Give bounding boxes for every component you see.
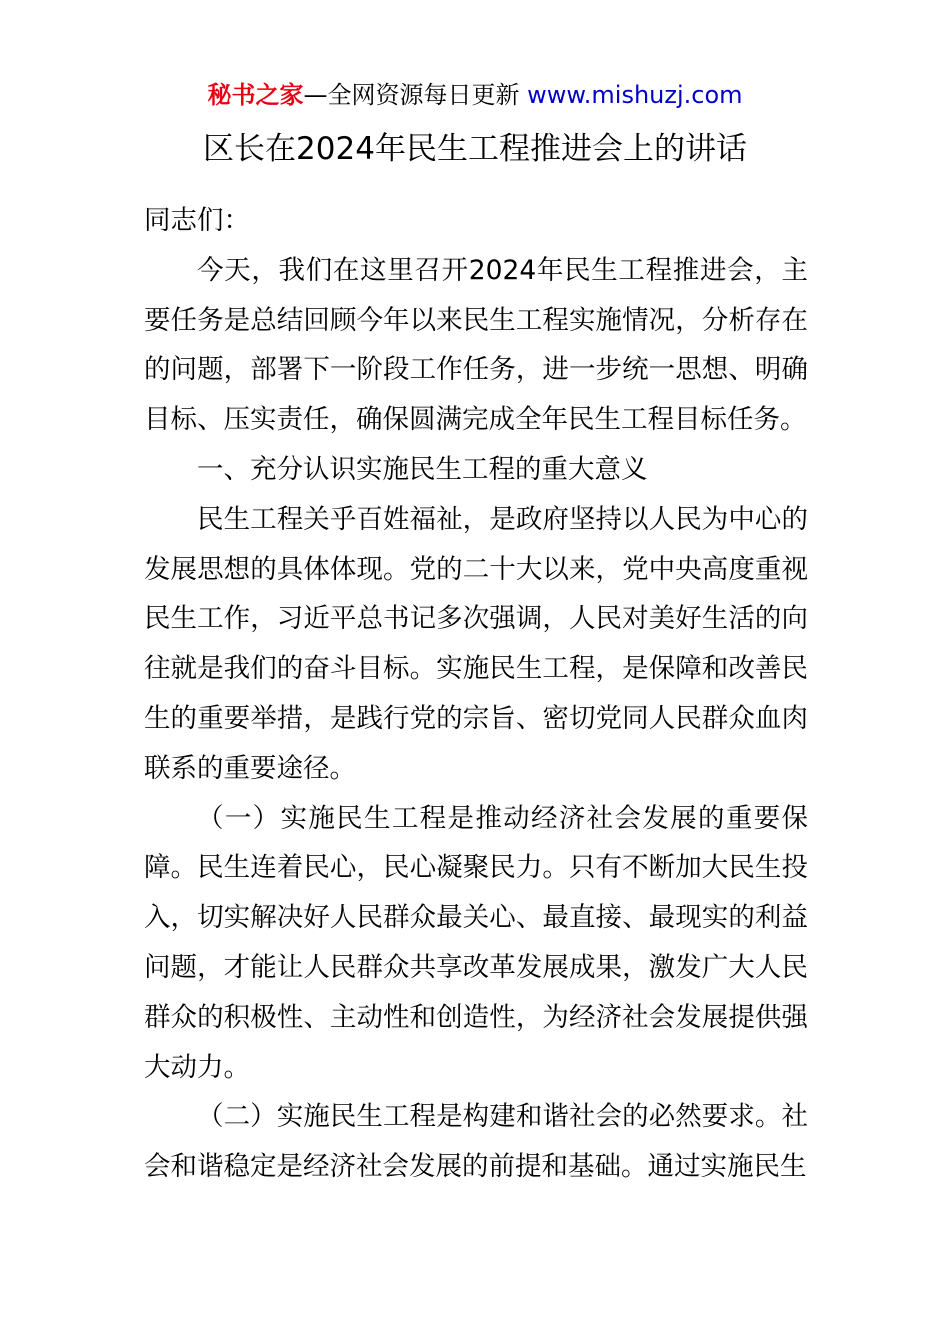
site-url-link[interactable]: www.mishuzj.com — [527, 81, 743, 109]
brand-name: 秘书之家 — [207, 81, 304, 109]
paragraph-intro: 今天，我们在这里召开2024年民生工程推进会，主要任务是总结回顾今年以来民生工程实施情况，分析存在的问题，部署下一阶段工作任务，进一步统一思想、明确目标、压实责任，确保圆满完成全年民生工程目标任务。 — [144, 254, 808, 436]
section-heading-1: 一、充分认识实施民生工程的重大意义 — [197, 453, 648, 485]
header-tagline: —全网资源每日更新 — [303, 81, 520, 109]
document-body — [144, 196, 808, 1192]
salutation: 同志们： — [144, 205, 250, 236]
paragraph-significance: 民生工程关乎百姓福祉，是政府坚持以人民为中心的发展思想的具体体现。党的二十大以来，党中央高度重视民生工作，习近平总书记多次强调，人民对美好生活的向往就是我们的奋斗目标。实施民生工程，是保障和改善民生的重要举措，是践行党的宗旨、密切党同人民群众血肉联系的重要途径。 — [144, 503, 808, 784]
paragraph-point-2: （二）实施民生工程是构建和谐社会的必然要求。社会和谐稳定是经济社会发展的前提和基础。通过实施民生 — [144, 1101, 808, 1183]
document-title: 区长在2024年民生工程推进会上的讲话 — [203, 131, 747, 167]
paragraph-point-1: （一）实施民生工程是推动经济社会发展的重要保障。民生连着民心，民心凝聚民力。只有不断加大民生投入，切实解决好人民群众最关心、最直接、最现实的利益问题，才能让人民群众共享改革发展成果，激发广大人民群众的积极性、主动性和创造性，为经济社会发展提供强大动力。 — [144, 802, 808, 1083]
site-header — [0, 78, 950, 112]
